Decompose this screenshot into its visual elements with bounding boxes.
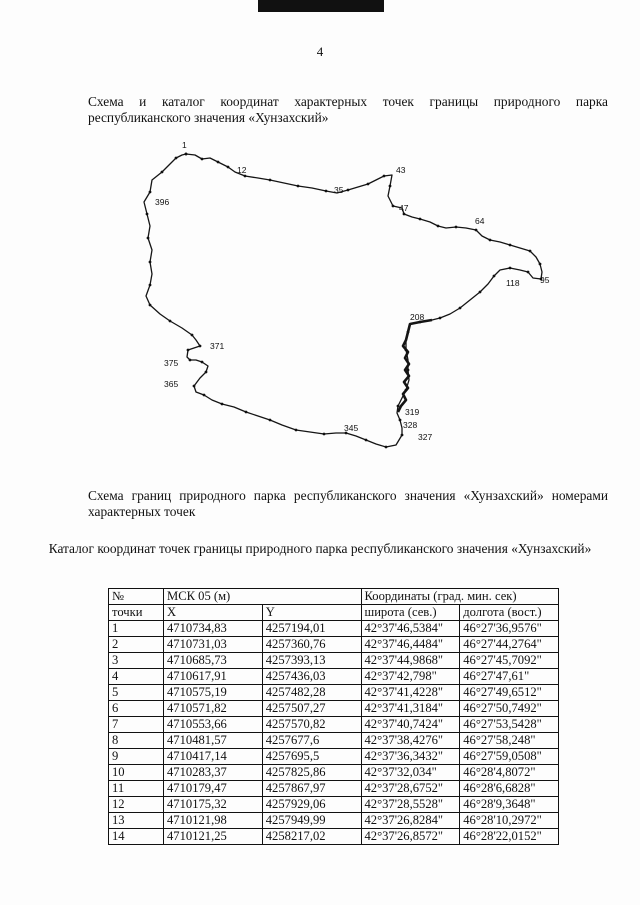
boundary-point-marker xyxy=(405,389,408,392)
map-label-365: 365 xyxy=(164,379,179,389)
cell-y: 4257194,01 xyxy=(262,621,361,637)
cell-latitude: 42°37'46,5384" xyxy=(361,621,460,637)
boundary-point-marker xyxy=(383,175,386,178)
boundary-point-marker xyxy=(475,229,478,232)
map-label-1: 1 xyxy=(182,140,187,150)
cell-latitude: 42°37'46,4484" xyxy=(361,637,460,653)
table-row xyxy=(109,653,559,669)
cell-number: 7 xyxy=(109,717,164,733)
document-heading: Схема и каталог координат характерных точек границы природного парка республиканского значения «Хунзахский» xyxy=(88,94,608,125)
map-label-47: 47 xyxy=(399,203,409,213)
cell-x: 4710121,98 xyxy=(164,813,263,829)
cell-number: 3 xyxy=(109,653,164,669)
cell-longitude: 46°27'50,7492" xyxy=(460,701,559,717)
boundary-point-marker xyxy=(385,446,388,449)
boundary-point-marker xyxy=(149,304,152,307)
table-row xyxy=(109,669,559,685)
boundary-point-marker xyxy=(489,239,492,242)
map-label-64: 64 xyxy=(475,216,485,226)
cell-number: 8 xyxy=(109,733,164,749)
header-number: № xyxy=(109,589,164,605)
map-label-319: 319 xyxy=(405,407,420,417)
page-number: 4 xyxy=(316,44,324,59)
cell-y: 4257867,97 xyxy=(262,781,361,797)
boundary-point-marker xyxy=(244,175,247,178)
cell-number: 5 xyxy=(109,685,164,701)
boundary-point-marker xyxy=(205,371,208,374)
table-row xyxy=(109,717,559,733)
header-coordinates: Координаты (град. мин. сек) xyxy=(361,589,559,605)
boundary-point-marker xyxy=(539,263,542,266)
table-row xyxy=(109,685,559,701)
cell-latitude: 42°37'32,034" xyxy=(361,765,460,781)
cell-longitude: 46°27'59,0508" xyxy=(460,749,559,765)
boundary-point-marker xyxy=(185,153,188,156)
cell-y: 4257360,76 xyxy=(262,637,361,653)
boundary-point-marker xyxy=(203,394,206,397)
boundary-point-marker xyxy=(269,179,272,182)
cell-latitude: 42°37'26,8572" xyxy=(361,829,460,845)
map-label-371: 371 xyxy=(210,341,225,351)
boundary-point-marker xyxy=(147,237,150,240)
cell-x: 4710481,57 xyxy=(164,733,263,749)
boundary-point-marker xyxy=(193,385,196,388)
table-row xyxy=(109,765,559,781)
boundary-point-marker xyxy=(201,361,204,364)
header-y: Y xyxy=(262,605,361,621)
boundary-point-marker xyxy=(397,405,400,408)
cell-y: 4257929,06 xyxy=(262,797,361,813)
cell-longitude: 46°27'49,6512" xyxy=(460,685,559,701)
river-boundary-segment xyxy=(398,320,432,412)
cell-x: 4710121,25 xyxy=(164,829,263,845)
boundary-point-marker xyxy=(269,419,272,422)
table-header-row xyxy=(109,589,559,605)
boundary-point-marker xyxy=(199,345,202,348)
boundary-point-marker xyxy=(509,244,512,247)
cell-number: 4 xyxy=(109,669,164,685)
boundary-point-marker xyxy=(392,205,395,208)
boundary-point-marker xyxy=(527,271,530,274)
cell-y: 4257677,6 xyxy=(262,733,361,749)
boundary-point-marker xyxy=(509,267,512,270)
cell-longitude: 46°27'53,5428" xyxy=(460,717,559,733)
cell-longitude: 46°28'4,8072" xyxy=(460,765,559,781)
cell-longitude: 46°27'47,61" xyxy=(460,669,559,685)
table-subheader-row xyxy=(109,605,559,621)
boundary-point-marker xyxy=(365,439,368,442)
cell-longitude: 46°27'58,248" xyxy=(460,733,559,749)
cell-longitude: 46°28'22,0152" xyxy=(460,829,559,845)
cell-number: 9 xyxy=(109,749,164,765)
boundary-point-marker xyxy=(187,349,190,352)
boundary-point-marker xyxy=(245,411,248,414)
cell-x: 4710283,37 xyxy=(164,765,263,781)
cell-x: 4710179,47 xyxy=(164,781,263,797)
header-x: X xyxy=(164,605,263,621)
boundary-point-marker xyxy=(419,218,422,221)
coordinates-table xyxy=(108,588,559,845)
cell-longitude: 46°28'9,3648" xyxy=(460,797,559,813)
boundary-point-marker xyxy=(455,226,458,229)
boundary-point-marker xyxy=(297,185,300,188)
boundary-point-marker xyxy=(405,349,408,352)
table-row xyxy=(109,749,559,765)
boundary-point-marker xyxy=(401,434,404,437)
table-row xyxy=(109,781,559,797)
boundary-point-marker xyxy=(227,166,230,169)
boundary-point-marker xyxy=(146,213,149,216)
cell-y: 4257482,28 xyxy=(262,685,361,701)
boundary-point-marker xyxy=(149,191,152,194)
cell-number: 10 xyxy=(109,765,164,781)
cell-number: 2 xyxy=(109,637,164,653)
cell-latitude: 42°37'40,7424" xyxy=(361,717,460,733)
cell-latitude: 42°37'41,3184" xyxy=(361,701,460,717)
map-label-43: 43 xyxy=(396,165,406,175)
cell-x: 4710685,73 xyxy=(164,653,263,669)
cell-longitude: 46°28'10,2972" xyxy=(460,813,559,829)
boundary-point-marker xyxy=(529,250,532,253)
cell-latitude: 42°37'36,3432" xyxy=(361,749,460,765)
boundary-point-marker xyxy=(407,369,410,372)
cell-latitude: 42°37'28,5528" xyxy=(361,797,460,813)
map-label-35: 35 xyxy=(334,185,344,195)
cell-latitude: 42°37'42,798" xyxy=(361,669,460,685)
map-label-118: 118 xyxy=(506,278,520,288)
boundary-point-marker xyxy=(325,190,328,193)
cell-number: 12 xyxy=(109,797,164,813)
cell-y: 4257825,86 xyxy=(262,765,361,781)
map-label-208: 208 xyxy=(410,312,425,322)
map-label-345: 345 xyxy=(344,423,359,433)
boundary-point-marker xyxy=(399,419,402,422)
boundary-point-markers xyxy=(146,153,543,449)
boundary-point-marker xyxy=(493,275,496,278)
cell-latitude: 42°37'44,9868" xyxy=(361,653,460,669)
cell-x: 4710617,91 xyxy=(164,669,263,685)
cell-longitude: 46°28'6,6828" xyxy=(460,781,559,797)
cell-x: 4710553,66 xyxy=(164,717,263,733)
cell-longitude: 46°27'36,9576" xyxy=(460,621,559,637)
header-point-label: точки xyxy=(109,605,164,621)
table-row xyxy=(109,829,559,845)
header-latitude: широта (сев.) xyxy=(361,605,460,621)
map-label-328: 328 xyxy=(403,420,418,430)
cell-number: 6 xyxy=(109,701,164,717)
cell-x: 4710571,82 xyxy=(164,701,263,717)
boundary-point-marker xyxy=(221,403,224,406)
boundary-point-marker xyxy=(161,171,164,174)
boundary-point-marker xyxy=(169,320,172,323)
boundary-point-marker xyxy=(367,183,370,186)
cell-x: 4710734,83 xyxy=(164,621,263,637)
header-longitude: долгота (вост.) xyxy=(460,605,559,621)
table-row xyxy=(109,701,559,717)
map-label-12: 12 xyxy=(237,165,247,175)
map-caption: Схема границ природного парка республиканского значения «Хунзахский» номерами характерных точек xyxy=(88,488,608,519)
cell-y: 4258217,02 xyxy=(262,829,361,845)
boundary-point-marker xyxy=(189,359,192,362)
table-row xyxy=(109,733,559,749)
cell-number: 1 xyxy=(109,621,164,637)
boundary-point-marker xyxy=(201,158,204,161)
cell-number: 14 xyxy=(109,829,164,845)
cell-y: 4257695,5 xyxy=(262,749,361,765)
boundary-point-marker xyxy=(217,161,220,164)
boundary-point-marker xyxy=(175,157,178,160)
catalog-title: Каталог координат точек границы природного парка республиканского значения «Хунзахский» xyxy=(48,541,592,556)
boundary-point-marker xyxy=(295,429,298,432)
cell-longitude: 46°27'45,7092" xyxy=(460,653,559,669)
boundary-point-marker xyxy=(439,317,442,320)
cell-latitude: 42°37'26,8284" xyxy=(361,813,460,829)
map-label-95: 95 xyxy=(540,275,550,285)
cell-number: 11 xyxy=(109,781,164,797)
cell-x: 4710417,14 xyxy=(164,749,263,765)
cell-y: 4257393,13 xyxy=(262,653,361,669)
cell-y: 4257949,99 xyxy=(262,813,361,829)
table-row xyxy=(109,637,559,653)
header-msk: МСК 05 (м) xyxy=(164,589,362,605)
cell-y: 4257570,82 xyxy=(262,717,361,733)
boundary-point-marker xyxy=(407,331,410,334)
table-row xyxy=(109,621,559,637)
map-label-375: 375 xyxy=(164,358,179,368)
table-row xyxy=(109,813,559,829)
boundary-point-marker xyxy=(459,307,462,310)
cell-latitude: 42°37'38,4276" xyxy=(361,733,460,749)
boundary-point-marker xyxy=(149,261,152,264)
cell-y: 4257507,27 xyxy=(262,701,361,717)
boundary-point-marker xyxy=(389,185,392,188)
cell-x: 4710175,32 xyxy=(164,797,263,813)
cell-x: 4710731,03 xyxy=(164,637,263,653)
table-row xyxy=(109,797,559,813)
boundary-point-marker xyxy=(191,334,194,337)
park-boundary-line xyxy=(144,154,542,447)
boundary-point-marker xyxy=(347,189,350,192)
boundary-point-marker xyxy=(479,291,482,294)
cell-y: 4257436,03 xyxy=(262,669,361,685)
map-label-327: 327 xyxy=(418,432,433,442)
boundary-point-marker xyxy=(323,433,326,436)
cell-x: 4710575,19 xyxy=(164,685,263,701)
cell-latitude: 42°37'41,4228" xyxy=(361,685,460,701)
cell-number: 13 xyxy=(109,813,164,829)
boundary-point-marker xyxy=(403,213,406,216)
boundary-point-marker xyxy=(437,225,440,228)
cell-longitude: 46°27'44,2764" xyxy=(460,637,559,653)
cell-latitude: 42°37'28,6752" xyxy=(361,781,460,797)
map-label-396: 396 xyxy=(155,197,170,207)
boundary-point-marker xyxy=(149,284,152,287)
